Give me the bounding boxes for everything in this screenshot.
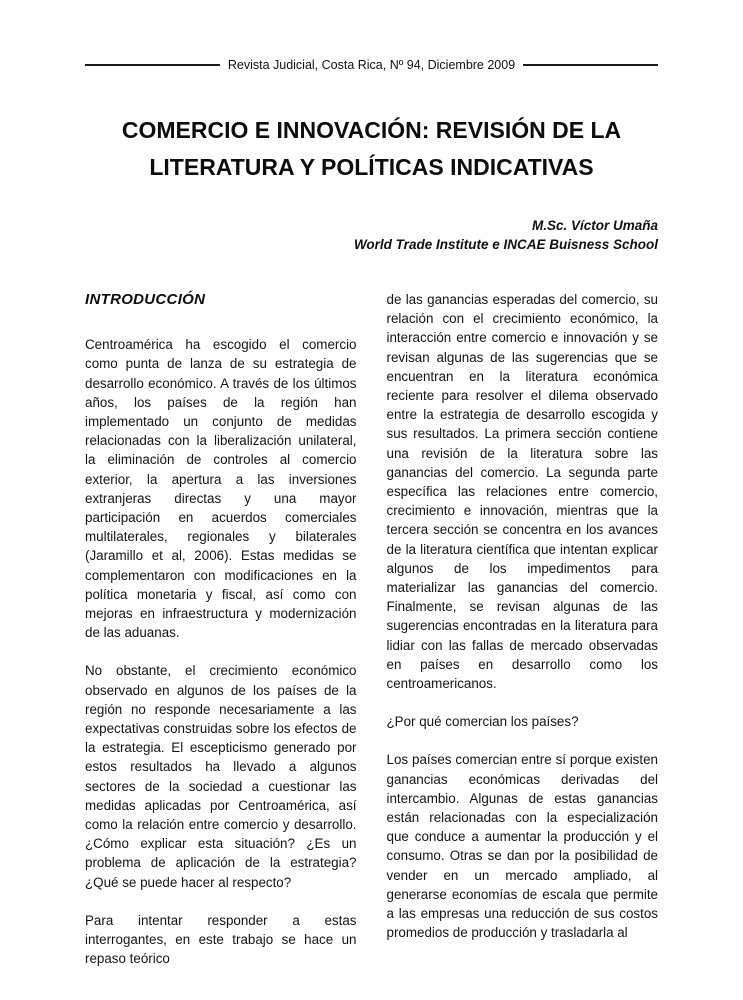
journal-header-text: Revista Judicial, Costa Rica, Nº 94, Diciembre 2009 [227, 58, 516, 72]
body-columns [85, 290, 658, 988]
paragraph: de las ganancias esperadas del comercio, su relación con el crecimiento económico, la interacción entre comercio e innovación y se revisan algunas de las sugerencias que se encuentran en la literatura económica reciente para resolver el dilema observado entre la estrategia de desarrollo escogida y sus resultados. La primera sección contiene una revisión de la literatura sobre las ganancias del comercio. La segunda parte específica las relaciones entre comercio, crecimiento e innovación, mientras que la tercera sección se concentra en los avances de la literatura científica que intentan explicar algunos de los impedimentos para materializar las ganancias del comercio. Finalmente, se revisan algunas de las sugerencias encontradas en la literatura para lidiar con las fallas de mercado observadas en países en desarrollo como los centroamericanos. [386, 292, 658, 692]
paragraph: No obstante, el crecimiento económico observado en algunos de los países de la región no responde necesariamente a las expectativas construidas sobre los efectos de la estrategia. El escepticismo generado por estos resultados ha llevado a algunos sectores de la sociedad a cuestionar las medidas aplicadas por Centroamérica, así como la relación entre comercio y desarrollo. ¿Cómo explicar esta situación? ¿Es un problema de aplicación de la estrategia? ¿Qué se puede hacer al respecto? [85, 663, 357, 890]
page-title-line-1: COMERCIO E INNOVACIÓN: REVISIÓN DE LA [121, 117, 622, 143]
introduction-heading: INTRODUCCIÓN [85, 291, 206, 308]
section-question: ¿Por qué comercian los países? [386, 714, 579, 730]
author-name: M.Sc. Víctor Umaña [531, 218, 658, 233]
right-column [387, 290, 659, 988]
author-affiliation: World Trade Institute e INCAE Buisness School [353, 237, 658, 252]
byline [85, 216, 658, 254]
header-rule-right [523, 64, 658, 66]
paragraph: Centroamérica ha escogido el comercio como punta de lanza de su estrategia de desarrollo económico. A través de los últimos años, los países de la región han implementado un conjunto de medidas relacionadas con la liberalización unilateral, la eliminación de controles al comercio exterior, la apertura a las inversiones extranjeras directas y una mayor participación en acuerdos comerciales multilaterales, regionales y bilaterales (Jaramillo et al, 2006). Estas medidas se complementaron con modificaciones en la política monetaria y fiscal, así como con mejoras en infraestructura y modernización de las aduanas. [85, 337, 357, 641]
paragraph: Los países comercian entre sí porque existen ganancias económicas derivadas del intercambio. Algunas de estas ganancias están relacionadas con la especialización que conduce a aumentar la producción y el consumo. Otras se dan por la posibilidad de vender en un mercado ampliado, al generarse economías de escala que permite a las empresas una reducción de sus costos promedios de producción y trasladarla al [386, 752, 658, 941]
header-rule-left [85, 64, 220, 66]
page-title-line-2: LITERATURA Y POLÍTICAS INDICATIVAS [149, 154, 594, 180]
page-title [60, 112, 683, 186]
journal-header [85, 58, 658, 72]
paragraph: Para intentar responder a estas interrogantes, en este trabajo se hace un repaso teórico [85, 912, 357, 967]
left-column [85, 290, 357, 988]
